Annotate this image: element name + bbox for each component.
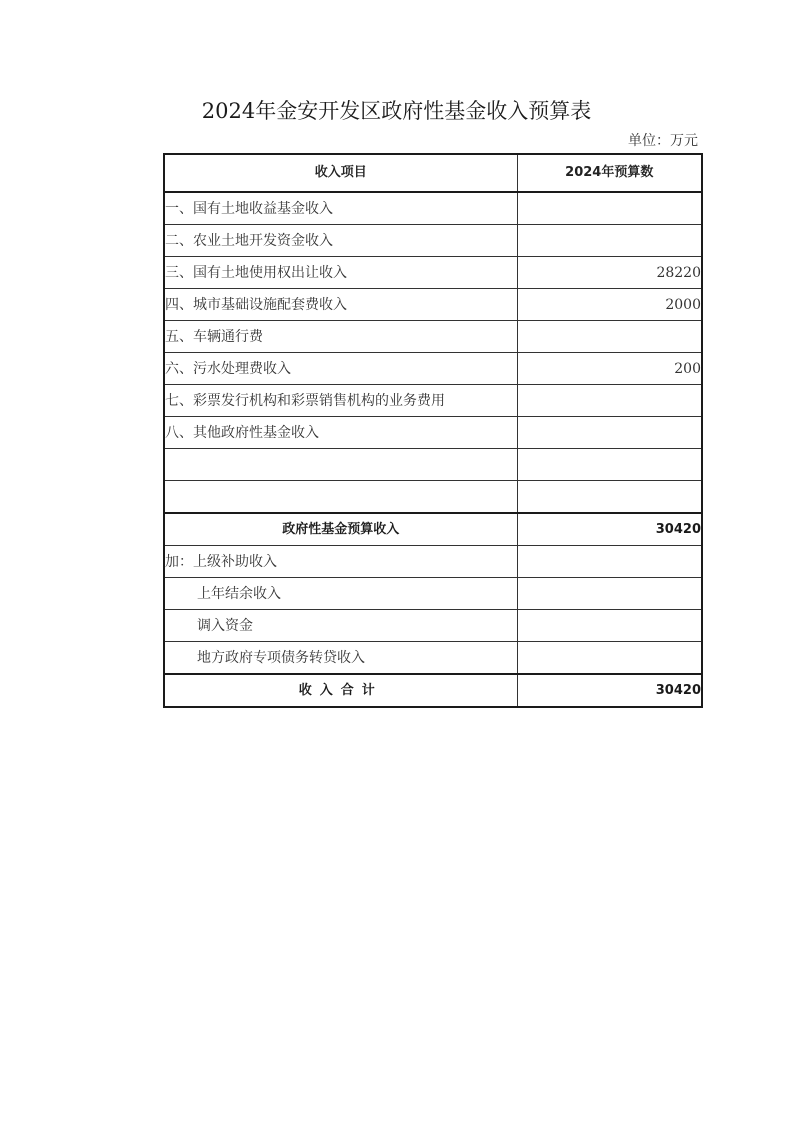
table-row [164, 192, 702, 225]
row-amount [517, 192, 702, 225]
row-item-label [164, 481, 517, 514]
row-item-label: 地方政府专项债务转贷收入 [164, 642, 517, 675]
subtotal-row [164, 513, 702, 546]
table-header-row [164, 154, 702, 192]
subtotal-label: 政府性基金预算收入 [164, 513, 517, 546]
row-item-label: 加：上级补助收入 [164, 546, 517, 578]
unit-label: 单位：万元 [628, 133, 698, 149]
row-amount [517, 610, 702, 642]
row-amount [517, 546, 702, 578]
row-amount: 200 [517, 353, 702, 385]
table-row [164, 449, 702, 481]
table-row [164, 353, 702, 385]
total-amount: 30420 [517, 674, 702, 707]
column-header-amount: 2024年预算数 [517, 154, 702, 192]
row-amount [517, 449, 702, 481]
table-row [164, 610, 702, 642]
row-amount: 2000 [517, 289, 702, 321]
row-item-label: 调入资金 [164, 610, 517, 642]
row-amount [517, 481, 702, 514]
table-row [164, 481, 702, 514]
row-item-label: 七、彩票发行机构和彩票销售机构的业务费用 [164, 385, 517, 417]
table-row [164, 642, 702, 675]
row-item-label: 二、农业土地开发资金收入 [164, 225, 517, 257]
row-item-label: 四、城市基础设施配套费收入 [164, 289, 517, 321]
page-title: 2024年金安开发区政府性基金收入预算表 [201, 99, 592, 123]
row-amount [517, 642, 702, 675]
row-item-label: 一、国有土地收益基金收入 [164, 192, 517, 225]
table-row [164, 385, 702, 417]
table-row [164, 321, 702, 353]
row-amount [517, 417, 702, 449]
table-row [164, 417, 702, 449]
table-row [164, 546, 702, 578]
row-amount [517, 385, 702, 417]
row-item-label [164, 449, 517, 481]
subtotal-amount: 30420 [517, 513, 702, 546]
budget-table [163, 153, 703, 708]
column-header-item: 收入项目 [164, 154, 517, 192]
row-amount [517, 225, 702, 257]
row-item-label: 五、车辆通行费 [164, 321, 517, 353]
total-row [164, 674, 702, 707]
row-item-label: 上年结余收入 [164, 578, 517, 610]
total-label: 收入合计 [164, 674, 517, 707]
row-amount [517, 321, 702, 353]
row-amount [517, 578, 702, 610]
table-row [164, 289, 702, 321]
row-item-label: 八、其他政府性基金收入 [164, 417, 517, 449]
row-item-label: 六、污水处理费收入 [164, 353, 517, 385]
table-row [164, 225, 702, 257]
table-row [164, 578, 702, 610]
row-item-label: 三、国有土地使用权出让收入 [164, 257, 517, 289]
table-row [164, 257, 702, 289]
row-amount: 28220 [517, 257, 702, 289]
